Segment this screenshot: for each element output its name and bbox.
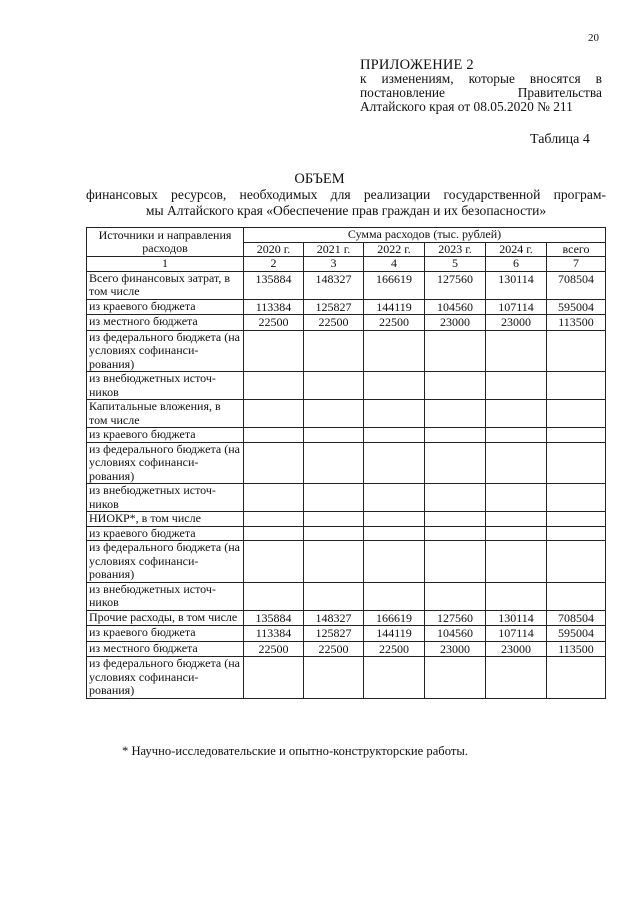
cell-value: 22500 [304,641,364,657]
table-row [87,299,606,315]
header-year: 2021 г. [304,242,364,257]
cell-value: 144119 [364,299,425,315]
cell-value: 144119 [364,626,425,642]
cell-value [364,372,425,400]
table-column-numbers-row [87,257,606,272]
cell-value [364,582,425,610]
cell-value: 125827 [304,626,364,642]
cell-value [425,541,486,583]
cell-value [486,442,547,484]
cell-value [244,484,304,512]
cell-value [364,428,425,443]
cell-value [304,442,364,484]
row-source: из федерального бюджета (на условиях софинанси-рования) [87,442,244,484]
cell-value [244,442,304,484]
cell-value [547,442,606,484]
cell-value [425,428,486,443]
cell-value [486,526,547,541]
cell-value [486,400,547,428]
cell-value [547,428,606,443]
column-number: 4 [364,257,425,272]
cell-value [547,400,606,428]
row-source: из федерального бюджета (на условиях софинанси-рования) [87,330,244,372]
row-source: из краевого бюджета [87,299,244,315]
appendix-title: ПРИЛОЖЕНИЕ 2 [360,57,474,73]
cell-value: 22500 [244,315,304,331]
cell-value [486,512,547,527]
table-row [87,442,606,484]
cell-value [244,541,304,583]
table-row [87,512,606,527]
cell-value: 113384 [244,626,304,642]
cell-value [425,657,486,699]
cell-value [364,400,425,428]
cell-value [486,541,547,583]
row-source: из краевого бюджета [87,428,244,443]
cell-value [244,582,304,610]
cell-value: 22500 [244,641,304,657]
cell-value: 107114 [486,299,547,315]
cell-value [304,400,364,428]
cell-value [364,512,425,527]
header-year: 2023 г. [425,242,486,257]
subtitle-line: финансовых ресурсов, необходимых для реализации государственной програм- [86,187,606,202]
cell-value [304,330,364,372]
cell-value: 130114 [486,610,547,626]
cell-value [364,442,425,484]
cell-value [244,657,304,699]
cell-value: 22500 [364,641,425,657]
table-body [87,271,606,698]
budget-table [86,227,606,699]
cell-value [244,526,304,541]
row-source: из краевого бюджета [87,626,244,642]
table-row [87,400,606,428]
document-title: ОБЪЕМ [294,171,345,187]
cell-value [547,484,606,512]
table-row [87,610,606,626]
cell-value [486,582,547,610]
appendix-line: к изменениям, которые вносятся в [360,71,602,86]
column-number: 1 [87,257,244,272]
cell-value: 104560 [425,299,486,315]
cell-value: 23000 [486,641,547,657]
column-number: 3 [304,257,364,272]
appendix-line: Алтайского края от 08.05.2020 № 211 [360,99,573,114]
cell-value [244,428,304,443]
cell-value [547,526,606,541]
table-row [87,315,606,331]
row-source: из местного бюджета [87,641,244,657]
cell-value [425,526,486,541]
cell-value [486,372,547,400]
cell-value: 708504 [547,610,606,626]
table-row [87,657,606,699]
cell-value [304,428,364,443]
cell-value [547,512,606,527]
cell-value: 23000 [425,641,486,657]
cell-value: 104560 [425,626,486,642]
table-row [87,372,606,400]
table-row [87,484,606,512]
cell-value [304,512,364,527]
appendix-block [360,58,602,114]
header-year: 2020 г. [244,242,304,257]
cell-value: 22500 [364,315,425,331]
header-amount: Сумма расходов (тыс. рублей) [244,228,606,243]
cell-value: 125827 [304,299,364,315]
cell-value [425,372,486,400]
cell-value: 23000 [425,315,486,331]
header-total: всего [547,242,606,257]
cell-value: 127560 [425,610,486,626]
table-row [87,626,606,642]
cell-value: 22500 [304,315,364,331]
header-year: 2022 г. [364,242,425,257]
appendix-line: постановление Правительства [360,85,602,100]
cell-value [304,484,364,512]
page-number: 20 [588,32,599,44]
document-subtitle [86,187,606,219]
cell-value [425,582,486,610]
footnote: * Научно-исследовательские и опытно-конструкторские работы. [122,744,468,758]
cell-value [304,582,364,610]
column-number: 2 [244,257,304,272]
cell-value [244,330,304,372]
table-row [87,582,606,610]
cell-value [486,330,547,372]
cell-value [547,541,606,583]
cell-value: 135884 [244,610,304,626]
table-header-row [87,228,606,243]
row-source: из местного бюджета [87,315,244,331]
row-source: из внебюджетных источ-ников [87,372,244,400]
table-row [87,330,606,372]
cell-value: 135884 [244,271,304,299]
row-source: из краевого бюджета [87,526,244,541]
cell-value [425,512,486,527]
cell-value [244,400,304,428]
cell-value [304,372,364,400]
cell-value: 130114 [486,271,547,299]
cell-value [547,582,606,610]
cell-value [364,330,425,372]
subtitle-line: мы Алтайского края «Обеспечение прав граждан и их безопасности» [145,203,547,218]
cell-value [244,372,304,400]
cell-value [244,512,304,527]
cell-value: 107114 [486,626,547,642]
cell-value [364,657,425,699]
cell-value: 148327 [304,610,364,626]
cell-value [425,442,486,484]
cell-value [364,541,425,583]
row-source: Прочие расходы, в том числе [87,610,244,626]
cell-value [547,372,606,400]
cell-value: 148327 [304,271,364,299]
row-source: Всего финансовых затрат, в том числе [87,271,244,299]
cell-value [486,484,547,512]
cell-value [425,330,486,372]
cell-value [304,657,364,699]
cell-value [364,484,425,512]
row-source: из внебюджетных источ-ников [87,582,244,610]
table-number: Таблица 4 [530,132,590,147]
cell-value: 595004 [547,299,606,315]
cell-value: 113500 [547,315,606,331]
cell-value: 166619 [364,271,425,299]
cell-value [304,526,364,541]
cell-value [486,428,547,443]
cell-value [364,526,425,541]
table-row [87,526,606,541]
cell-value: 113500 [547,641,606,657]
header-year: 2024 г. [486,242,547,257]
cell-value: 708504 [547,271,606,299]
cell-value [304,541,364,583]
cell-value: 127560 [425,271,486,299]
cell-value [547,330,606,372]
header-source: Источники и направления расходов [87,228,244,257]
cell-value [547,657,606,699]
cell-value [425,484,486,512]
row-source: из внебюджетных источ-ников [87,484,244,512]
table-row [87,271,606,299]
cell-value [486,657,547,699]
row-source: из федерального бюджета (на условиях софинанси-рования) [87,541,244,583]
cell-value: 595004 [547,626,606,642]
cell-value: 166619 [364,610,425,626]
cell-value: 23000 [486,315,547,331]
table-row [87,641,606,657]
table-row [87,428,606,443]
cell-value [425,400,486,428]
table-row [87,541,606,583]
row-source: Капитальные вложения, в том числе [87,400,244,428]
cell-value: 113384 [244,299,304,315]
column-number: 5 [425,257,486,272]
column-number: 6 [486,257,547,272]
column-number: 7 [547,257,606,272]
row-source: из федерального бюджета (на условиях софинанси-рования) [87,657,244,699]
row-source: НИОКР*, в том числе [87,512,244,527]
